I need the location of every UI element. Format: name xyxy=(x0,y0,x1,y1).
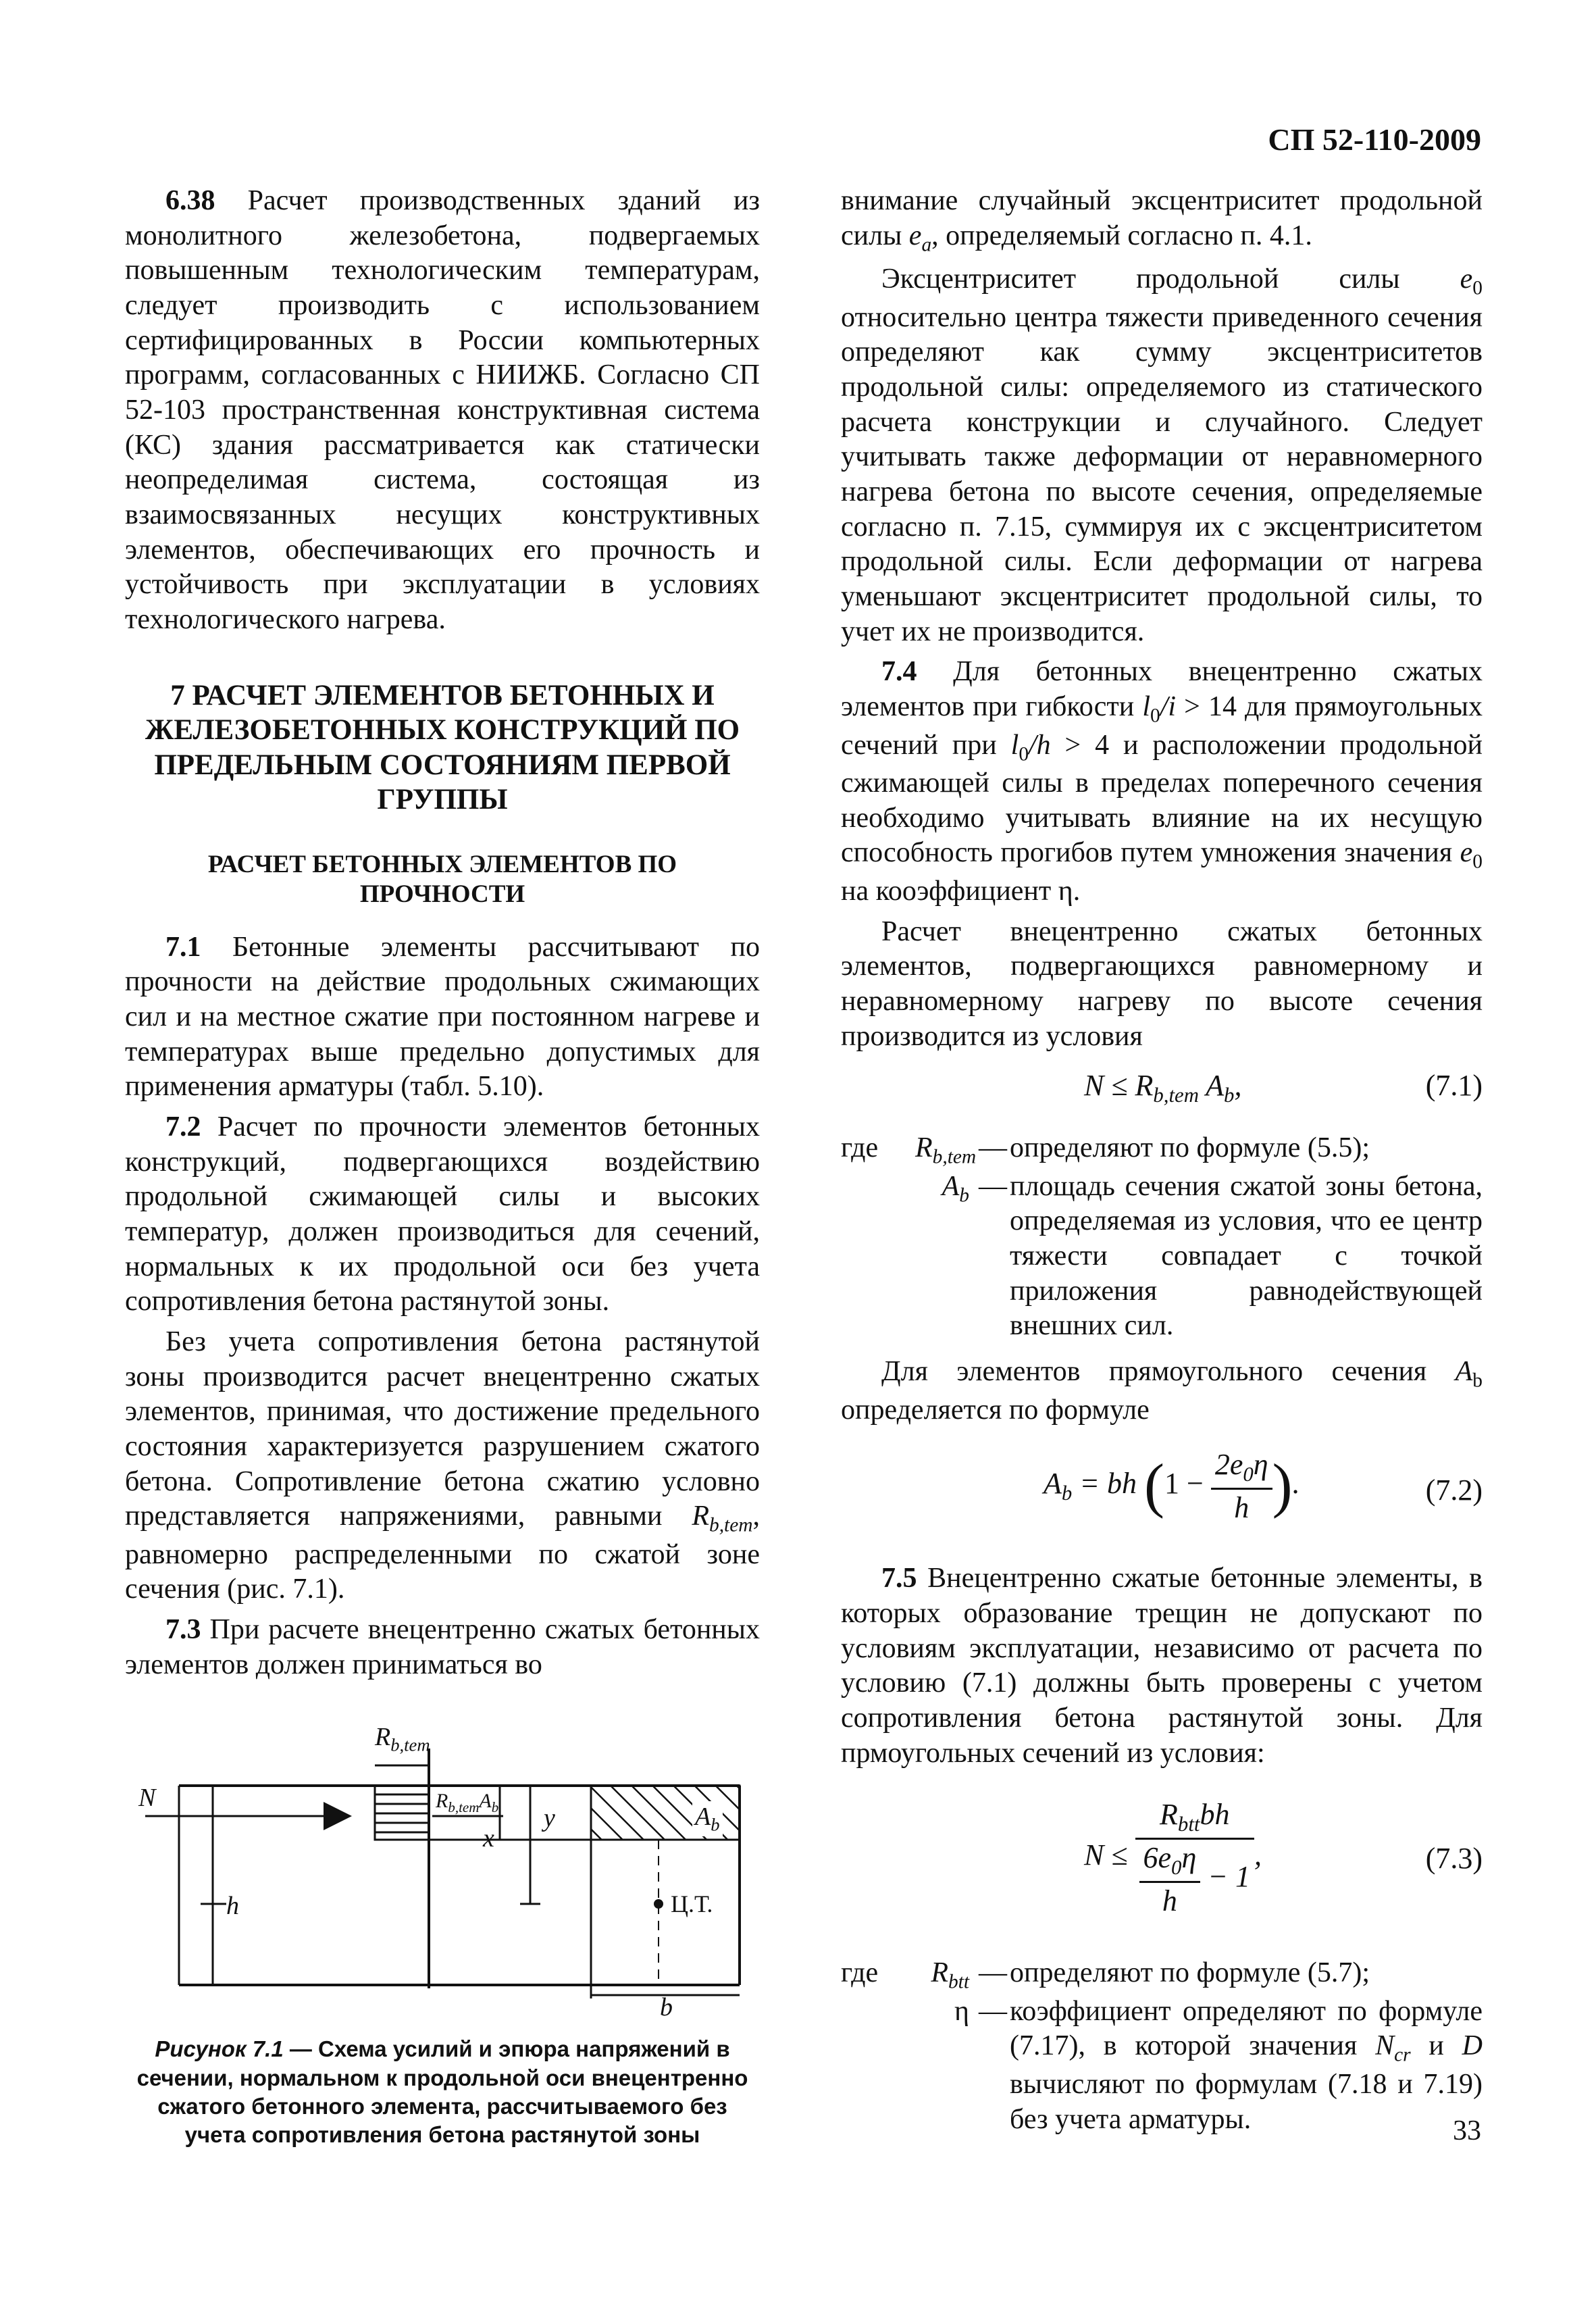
symbol-subscript: b,tem xyxy=(709,1514,753,1536)
paragraph-text: Внецентренно сжатые бетонные элементы, в которых образование трещин не допускают по условиям эксплуатации, независимо от расчета по условию (7.1) должны быть проверены с учетом сопротивления бетона растянутой зоны. Для прмоугольных сечений из условия: xyxy=(841,1563,1483,1769)
figure-diagram xyxy=(125,1721,760,2026)
label-subscript: b xyxy=(491,1799,499,1816)
fraction-numerator xyxy=(1135,1796,1254,1840)
symbol-subscript: btt xyxy=(948,1971,969,1993)
paragraph-text: Расчет внецентренно сжатых бетонных элементов, подвергающихся равномерному и неравномерному нагреву по высоте сечения производится из условия xyxy=(841,915,1483,1052)
where-dash: — xyxy=(979,1957,1007,1989)
symbol: A xyxy=(1455,1356,1473,1388)
symbol: A xyxy=(942,1170,960,1202)
formula-paren-open: ( xyxy=(1144,1452,1164,1519)
symbol-subscript: 0 xyxy=(1472,851,1483,873)
formula-fraction xyxy=(1135,1796,1254,1919)
stress-block-hatch xyxy=(375,1794,429,1832)
label-centroid: Ц.Т. xyxy=(671,1890,713,1918)
fraction-numerator xyxy=(1211,1447,1272,1490)
formula-text: 6e xyxy=(1143,1840,1172,1874)
clause-number: 7.3 xyxy=(165,1614,201,1646)
label-text: R xyxy=(375,1723,391,1752)
label-text: A xyxy=(479,1790,492,1813)
symbol-subscript: 0 xyxy=(1150,705,1160,727)
paragraph-7-2-continued xyxy=(125,1325,760,1607)
text-run: относительно центра тяжести приведенного сечения определяют как сумму эксцентриситетов продольной силы: определяемого из статического расчета конструкции и случайного. Следует учитывать также деформации от неравномерного нагрева бетона по высоте сечения, определяемые согласно п. 7.15, суммируя их с эксцентриситетом продольной силы. Если деформации от нагрева уменьшают эксцентриситет продольной силы, то учет их не производится. xyxy=(841,301,1483,647)
formula-text: η xyxy=(1253,1448,1268,1482)
figure-caption xyxy=(125,2035,760,2149)
paragraph-text: Расчет по прочности элементов бетонных конструкций, подвергающихся воздействию продольной сжимающей силы и высоких температур, должен производиться для сечений, нормальных к их продольной оси без учета сопротивления бетона растянутой зоны. xyxy=(125,1111,760,1317)
where-word: где xyxy=(841,1132,879,1164)
symbol-subscript: 0 xyxy=(1019,743,1029,765)
clause-number: 6.38 xyxy=(165,185,215,216)
symbol: R xyxy=(931,1957,948,1989)
label-x: x xyxy=(483,1824,494,1853)
paragraph-7-1 xyxy=(125,930,760,1105)
paragraph-text: Расчет производственных зданий из монолитного железобетона, подвергаемых повышенным технологическим температурам, следует производить с использованием сертифицированных в России компьютерных программ, согласованных с НИИЖБ. Согласно СП 52-103 пространственная конструктивная система (КС) здания рассматривается как статически неопределимая система, состоящая из взаимосвязанных несущих конструктивных элементов, обеспечивающих его прочность и устойчивость при эксплуатации в условиях технологического нагрева. xyxy=(125,185,760,635)
formula-paren-close: ) xyxy=(1272,1452,1293,1519)
formula-text: N ≤ xyxy=(1084,1838,1128,1871)
formula-text: N ≤ R xyxy=(1084,1069,1154,1103)
formula-body xyxy=(1084,1796,1262,1919)
formula-text: h xyxy=(1162,1884,1177,1917)
label-rbtem-top xyxy=(375,1721,430,1756)
fraction-denominator xyxy=(1139,1883,1201,1919)
formula-text: 1 − xyxy=(1164,1467,1204,1501)
formula-inner-fraction xyxy=(1139,1840,1201,1919)
paragraph-7-3-continued xyxy=(841,184,1483,257)
symbol-subscript: b xyxy=(959,1184,969,1207)
symbol: e xyxy=(908,220,922,251)
text-run: > 14 для прямоугольных сечений при xyxy=(841,690,1483,761)
where-symbol xyxy=(915,1956,976,1994)
label-b: b xyxy=(660,1993,673,2022)
formula-body xyxy=(1044,1447,1300,1526)
subsection-title: РАСЧЕТ БЕТОННЫХ ЭЛЕМЕНТОВ ПО ПРОЧНОСТИ xyxy=(207,850,677,909)
where-word: где xyxy=(841,1957,879,1989)
left-column xyxy=(125,184,760,2149)
caption-text: — Схема усилий и эпюра напряжений в сечении, нормальном к продольной оси внецентренно сжатого бетонного элемента, рассчитываемого без учета сопротивления бетона растянутой зоны xyxy=(136,2036,748,2148)
fraction-numerator xyxy=(1139,1840,1201,1883)
label-n: N xyxy=(138,1784,156,1813)
figure-7-1 xyxy=(125,1721,760,2026)
text-run: Эксцентриситет продольной силы xyxy=(881,263,1460,295)
clause-number: 7.4 xyxy=(881,656,917,688)
formula-subscript: b,tem xyxy=(1153,1084,1199,1107)
fraction-denominator xyxy=(1211,1490,1272,1526)
right-column xyxy=(841,184,1483,2148)
symbol: e xyxy=(1460,837,1473,869)
formula-7-3 xyxy=(841,1776,1483,1945)
text-run: определяется по формуле xyxy=(841,1394,1150,1426)
symbol: /i xyxy=(1160,690,1177,722)
symbol: l xyxy=(1010,729,1019,761)
where-dash: — xyxy=(979,1170,1007,1202)
formula-subscript: b xyxy=(1061,1482,1073,1505)
document-code: СП 52-110-2009 xyxy=(1268,122,1481,157)
formula-text: − 1 xyxy=(1200,1859,1250,1893)
symbol: l xyxy=(1142,690,1150,722)
where-list-1 xyxy=(841,1131,1483,1344)
centroid-point xyxy=(654,1899,663,1909)
caption-label: Рисунок 7.1 xyxy=(155,2036,284,2062)
where-dash: — xyxy=(979,1995,1007,2027)
where-dash: — xyxy=(979,1132,1007,1164)
where-symbol xyxy=(915,1131,976,1169)
formula-7-2 xyxy=(841,1433,1483,1548)
formula-text: , xyxy=(1234,1069,1242,1103)
formula-text: 2e xyxy=(1214,1448,1243,1482)
where-symbol xyxy=(915,1169,976,1344)
paragraph-text: Бетонные элементы рассчитывают по прочности на действие продольных сжимающих сил и на местное сжатие при постоянном нагреве и температурах выше предельно допустимых для применения арматуры (табл. 5.10). xyxy=(125,931,760,1103)
label-subscript: b xyxy=(711,1814,720,1835)
label-ab xyxy=(692,1801,723,1836)
formula-text: = bh xyxy=(1072,1467,1137,1501)
text-run: коэффициент определяют по формуле (7.17), в которой значения xyxy=(1010,1995,1483,2062)
formula-subscript: b xyxy=(1224,1084,1235,1107)
formula-text: h xyxy=(1234,1490,1250,1524)
section-title: 7 РАСЧЕТ ЭЛЕМЕНТОВ БЕТОННЫХ И ЖЕЛЕЗОБЕТОННЫХ КОНСТРУКЦИЙ ПО ПРЕДЕЛЬНЫМ СОСТОЯНИЯМ ПЕРВОЙ ГРУППЫ xyxy=(145,679,740,816)
symbol: D xyxy=(1462,2030,1483,2062)
formula-text: A xyxy=(1198,1069,1225,1103)
symbol-subscript: 0 xyxy=(1472,277,1483,299)
text-run: внимание случайный эксцентриситет продольной силы xyxy=(841,185,1483,251)
formula-text: R xyxy=(1160,1798,1178,1832)
formula-fraction xyxy=(1211,1447,1272,1526)
text-run: Для элементов прямоугольного сечения xyxy=(881,1356,1456,1388)
text-run: и xyxy=(1410,2030,1462,2062)
paragraph-7-3 xyxy=(125,1613,760,1682)
symbol: R xyxy=(692,1501,710,1532)
paragraph-7-4-condition xyxy=(841,915,1483,1055)
label-subscript: b,tem xyxy=(448,1799,480,1816)
symbol-subscript: cr xyxy=(1394,2044,1411,2066)
paragraph-text: При расчете внецентренно сжатых бетонных элементов должен приниматься во xyxy=(125,1614,760,1680)
clause-number: 7.1 xyxy=(165,931,201,963)
formula-subscript: btt xyxy=(1177,1812,1200,1836)
formula-body xyxy=(1084,1067,1241,1109)
text-run: , определяемый согласно п. 4.1. xyxy=(931,220,1312,251)
symbol-subscript: b,tem xyxy=(932,1146,977,1168)
label-h: h xyxy=(226,1892,239,1921)
where-text: определяют по формуле (5.7); xyxy=(1010,1957,1370,1989)
formula-number: (7.2) xyxy=(1425,1474,1483,1507)
where-text: определяют по формуле (5.5); xyxy=(1010,1132,1370,1164)
symbol: e xyxy=(1460,263,1473,295)
symbol: N xyxy=(1375,2030,1395,2062)
where-text xyxy=(1010,1994,1483,2138)
where-list-2 xyxy=(841,1956,1483,2137)
formula-text: A xyxy=(1044,1467,1062,1501)
paragraph-7-4 xyxy=(841,655,1483,909)
clause-number: 7.5 xyxy=(881,1563,917,1594)
text-run: Без учета сопротивления бетона растянутой зоны производится расчет внецентренно сжатых элементов, принимая, что достижение предельного состояния характеризуется разрушением сжатого бетона. Сопротивление бетона сжатию условно представляется напряжениями, равными xyxy=(125,1326,760,1532)
formula-7-1 xyxy=(841,1059,1483,1120)
paragraph-7-2 xyxy=(125,1110,760,1319)
formula-number: (7.1) xyxy=(1425,1069,1483,1103)
formula-subscript: 0 xyxy=(1171,1855,1182,1879)
clause-number: 7.2 xyxy=(165,1111,201,1142)
paragraph-6-38 xyxy=(125,184,760,638)
label-rbtem-ab xyxy=(436,1789,498,1817)
paragraph-7-5 xyxy=(841,1561,1483,1771)
symbol-subscript: a xyxy=(921,234,932,256)
formula-text: . xyxy=(1292,1467,1300,1501)
formula-text: , xyxy=(1254,1838,1262,1871)
text-run: Для бетонных внецентренно сжатых элементов при гибкости xyxy=(841,656,1483,722)
label-text: R xyxy=(436,1790,448,1813)
label-y: y xyxy=(544,1804,555,1833)
formula-text: η xyxy=(1181,1840,1197,1874)
symbol: R xyxy=(915,1132,933,1164)
text-run: вычисляют по формулам (7.18 и 7.19) без учета арматуры. xyxy=(1010,2068,1483,2135)
label-subscript: b,tem xyxy=(390,1734,430,1755)
fraction-denominator xyxy=(1135,1840,1254,1919)
formula-subscript: 0 xyxy=(1243,1463,1254,1486)
where-text: площадь сечения сжатой зоны бетона, определяемая из условия, что ее центр тяжести совпадает с точкой приложения равнодействующей внешних сил. xyxy=(1010,1170,1483,1342)
symbol-subscript: b xyxy=(1472,1369,1483,1392)
formula-number: (7.3) xyxy=(1425,1842,1483,1876)
where-symbol: η xyxy=(954,1995,969,2027)
page-number: 33 xyxy=(1453,2115,1481,2146)
text-run: , равномерно распределенными по сжатой зоне сечения (рис. 7.1). xyxy=(125,1501,760,1605)
paragraph-rectangular-ab xyxy=(841,1355,1483,1428)
symbol: /h xyxy=(1029,729,1051,761)
formula-text: bh xyxy=(1200,1798,1230,1832)
label-text: A xyxy=(695,1803,711,1832)
text-run: на кооэффициент η. xyxy=(841,875,1081,907)
text-run: > 4 и расположении продольной сжимающей силы в пределах поперечного сечения необходимо учитывать влияние на их несущую способность прогибов путем умножения значения xyxy=(841,729,1483,869)
paragraph-eccentricity xyxy=(841,262,1483,649)
